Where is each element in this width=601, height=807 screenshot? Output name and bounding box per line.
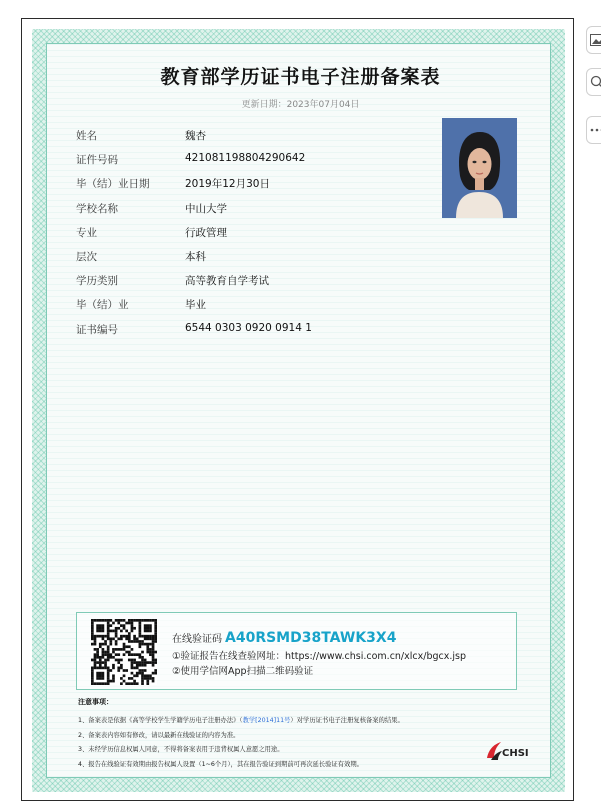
field-value: 行政管理 [185, 226, 227, 239]
note-item-1 [78, 714, 498, 729]
verification-code: A40RSMD38TAWK3X4 [225, 630, 397, 646]
field-row-level [76, 247, 516, 271]
field-label: 专业 [76, 226, 97, 239]
more-icon[interactable] [586, 116, 601, 144]
field-label: 学校名称 [76, 202, 118, 215]
field-value: 6544 0303 0920 0914 1 [185, 321, 312, 334]
note-item-4: 4、报告在线验证有效期由报告权属人设置（1~6个月），其在报告验证到期前可再次延长验证有效期。 [78, 760, 363, 768]
field-row-category [76, 271, 516, 295]
update-date: 更新日期：2023年07月04日 [241, 100, 360, 110]
notes-section [78, 697, 498, 772]
field-value: 本科 [185, 250, 206, 263]
note-item-3: 3、未经学历信息权属人同意，不得将备案表用于违背权属人意愿之用途。 [78, 746, 284, 753]
field-value: 中山大学 [185, 202, 227, 215]
field-label: 姓名 [76, 130, 97, 142]
field-row-major [76, 223, 516, 247]
id-photo [442, 118, 517, 218]
field-value: 高等教育自学考试 [185, 275, 269, 288]
field-label: 证书编号 [76, 323, 118, 336]
field-value: 2019年12月30日 [185, 178, 270, 191]
notes-title: 注意事项： [78, 698, 113, 706]
regulation-link[interactable]: 教学[2014]11号 [242, 717, 291, 724]
page-title: 教育部学历证书电子注册备案表 [160, 66, 441, 88]
search-icon[interactable] [586, 68, 601, 96]
verification-code-line [172, 630, 396, 646]
qr-code-icon[interactable] [91, 619, 157, 685]
field-label: 毕（结）业日期 [76, 178, 150, 191]
field-row-graduation-status [76, 295, 516, 319]
field-row-certificate-number [76, 320, 516, 344]
note-text: ）对学历证书电子注册复核备案的结果。 [290, 717, 404, 724]
verification-app-line: ②使用学信网App扫描二维码验证 [172, 666, 314, 677]
note-text: 1、备案表是依据《高等学校学生学籍学历电子注册办法》（ [78, 717, 243, 724]
field-label: 证件号码 [76, 154, 118, 167]
verification-url-line: ①验证报告在线查验网址：https://www.chsi.com.cn/xlcx/bgcx.jsp [172, 651, 466, 662]
field-value: 421081198804290642 [185, 152, 306, 165]
field-value: 魏杏 [185, 130, 206, 142]
field-value: 毕业 [185, 299, 206, 312]
field-label: 毕（结）业 [76, 299, 129, 312]
field-label: 层次 [76, 250, 97, 263]
field-label: 学历类别 [76, 275, 118, 288]
verification-code-label: 在线验证码 [172, 634, 222, 645]
image-icon[interactable] [586, 26, 601, 54]
note-item-2: 2、备案表内容如有修改，请以最新在线验证的内容为准。 [78, 731, 240, 739]
online-verification-panel [76, 612, 517, 690]
chsi-logo-text: CHSI [502, 748, 529, 759]
